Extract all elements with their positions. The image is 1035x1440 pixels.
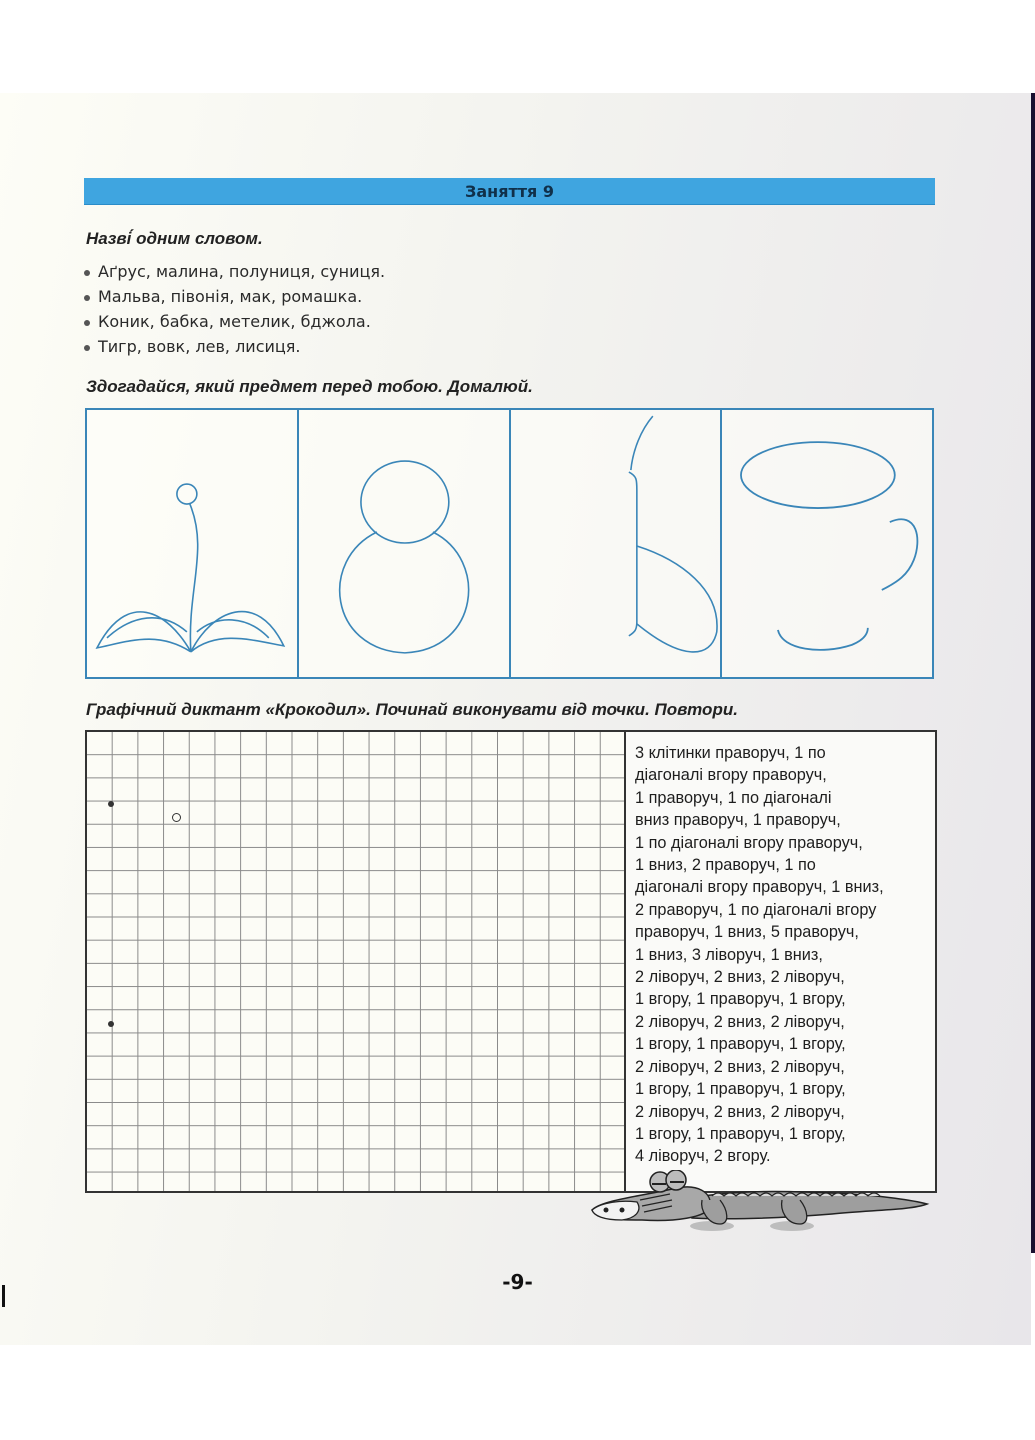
page-edge-shadow <box>1031 93 1035 1253</box>
snowman-sketch-icon <box>299 410 509 677</box>
instruction-line: 1 праворуч, 1 по діагоналі <box>635 788 832 807</box>
instruction-line: 2 ліворуч, 2 вниз, 2 ліворуч, <box>635 968 845 987</box>
instruction-line: 1 вгору, 1 праворуч, 1 вгору, <box>635 990 846 1009</box>
list-item: Мальва, півонія, мак, ромашка. <box>84 284 385 309</box>
page-number: -9- <box>502 1270 533 1294</box>
instruction-line: 1 вгору, 1 праворуч, 1 вгору, <box>635 1080 846 1099</box>
task1-list <box>84 259 385 359</box>
instruction-line: вниз праворуч, 1 праворуч, <box>635 811 841 830</box>
instruction-line: 4 ліворуч, 2 вгору. <box>635 1147 771 1166</box>
instruction-line: діагоналі вгору праворуч, <box>635 766 827 785</box>
instruction-line: 1 по діагоналі вгору праворуч, <box>635 833 863 852</box>
bullet-icon <box>84 320 90 326</box>
panel-flower[interactable] <box>87 410 299 677</box>
eye-circle <box>172 813 181 822</box>
instruction-line: 2 ліворуч, 2 вниз, 2 ліворуч, <box>635 1057 845 1076</box>
lesson-header-bar <box>84 178 935 205</box>
list-item: Аґрус, малина, полуниця, суниця. <box>84 259 385 284</box>
start-dot-bottom <box>108 1021 114 1027</box>
bullet-icon <box>84 345 90 351</box>
crocodile-icon <box>582 1170 932 1240</box>
instruction-line: 2 ліворуч, 2 вниз, 2 ліворуч, <box>635 1102 845 1121</box>
butterfly-half-sketch-icon <box>511 410 721 677</box>
instruction-line: 2 ліворуч, 2 вниз, 2 ліворуч, <box>635 1012 845 1031</box>
task2-title: Здогадайся, який предмет перед тобою. Домалюй. <box>86 377 533 396</box>
panel-cup[interactable] <box>722 410 932 677</box>
instruction-line: діагоналі вгору праворуч, 1 вниз, <box>635 878 884 897</box>
cup-sketch-icon <box>722 410 932 677</box>
instruction-line: 1 вгору, 1 праворуч, 1 вгору, <box>635 1124 846 1143</box>
start-dot-top <box>108 801 114 807</box>
instruction-line: 2 праворуч, 1 по діагоналі вгору <box>635 900 877 919</box>
flower-sketch-icon <box>87 410 297 677</box>
task3-title: Графічний диктант «Крокодил». Починай виконувати від точки. Повтори. <box>86 700 738 719</box>
dictation-instructions <box>624 730 937 1193</box>
panel-snowman[interactable] <box>299 410 511 677</box>
instruction-line: 3 клітинки праворуч, 1 по <box>635 744 826 762</box>
instruction-line: праворуч, 1 вниз, 5 праворуч, <box>635 923 859 942</box>
list-item: Коник, бабка, метелик, бджола. <box>84 309 385 334</box>
lesson-title: Заняття 9 <box>464 181 554 201</box>
instruction-line: 1 вниз, 3 ліворуч, 1 вниз, <box>635 945 823 964</box>
instruction-line: 1 вниз, 2 праворуч, 1 по <box>635 856 816 875</box>
bullet-icon <box>84 270 90 276</box>
task1-title: Назві́ одним словом. <box>86 229 263 248</box>
panel-butterfly[interactable] <box>511 410 723 677</box>
bullet-icon <box>84 295 90 301</box>
drawing-grid[interactable] <box>85 730 624 1193</box>
drawing-panels <box>85 408 934 679</box>
instruction-line: 1 вгору, 1 праворуч, 1 вгору, <box>635 1035 846 1054</box>
list-item: Тигр, вовк, лев, лисиця. <box>84 334 385 359</box>
